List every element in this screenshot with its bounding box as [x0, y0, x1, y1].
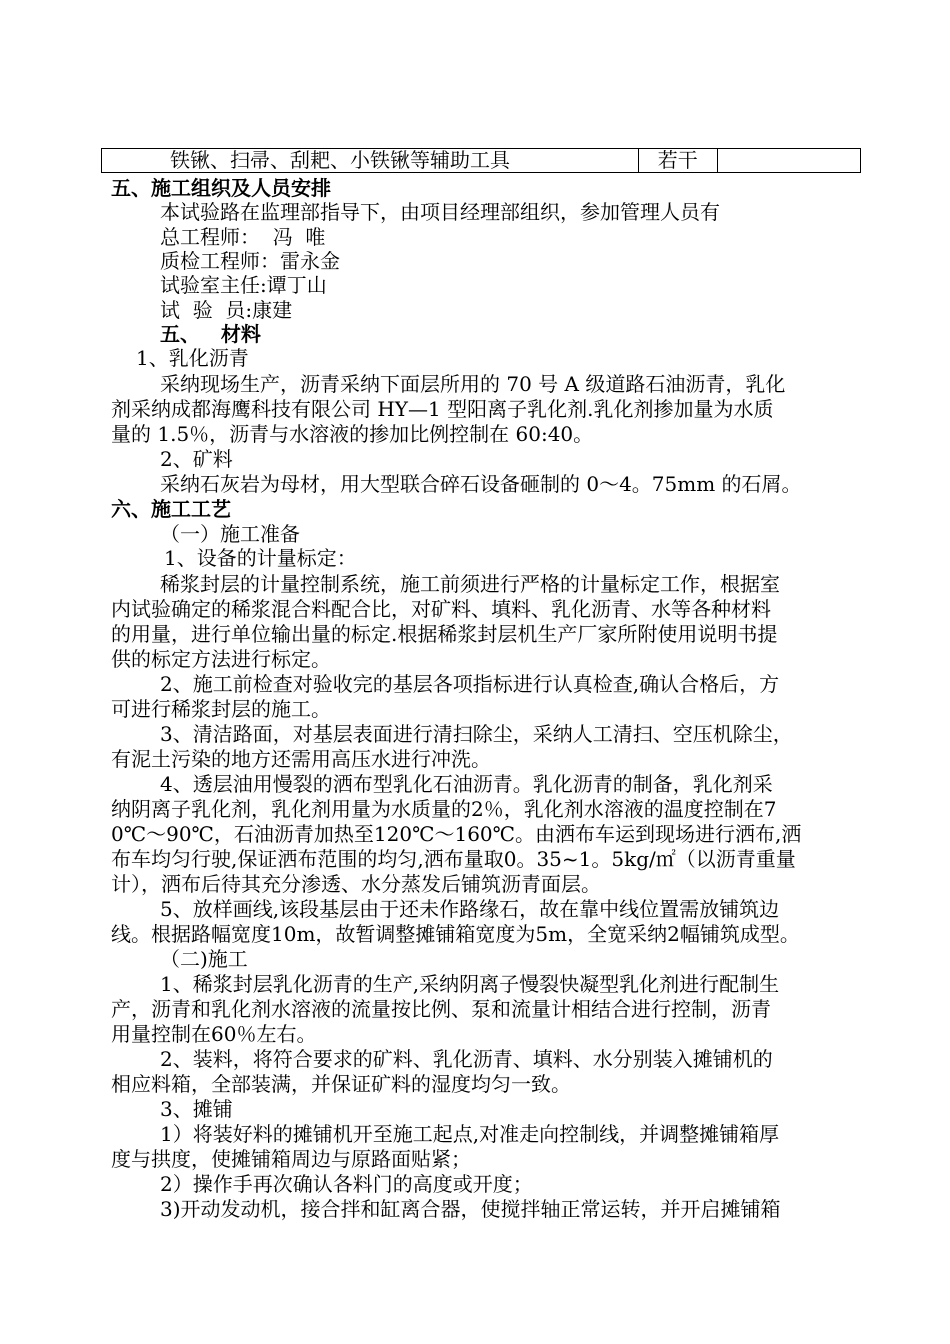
paragraph-line: 计），洒布后待其充分渗透、水分蒸发后铺筑沥青面层。: [111, 872, 601, 896]
table-row: [102, 149, 861, 173]
staff-line: 试 验 员:康建: [160, 298, 293, 322]
paragraph-line: 纳阴离子乳化剂，乳化剂用量为水质量的2％，乳化剂水溶液的温度控制在7: [111, 797, 777, 821]
subheading-preparation: （一）施工准备: [160, 522, 300, 546]
section-heading-process: 六、施工工艺: [111, 497, 231, 521]
paragraph-line: 的用量，进行单位输出量的标定.根据稀浆封层机生产厂家所附使用说明书提: [111, 622, 778, 646]
paragraph-line: 2、施工前检查对验收完的基层各项指标进行认真检查,确认合格后，方: [160, 672, 780, 696]
paragraph-line: 采纳石灰岩为母材，用大型联合碎石设备砸制的 0～4。75mm 的石屑。: [160, 472, 802, 496]
table-cell-note: [717, 149, 860, 173]
subheading-calibration: 1、设备的计量标定：: [164, 546, 357, 570]
paragraph-line: 2、装料，将符合要求的矿料、乳化沥青、填料、水分别装入摊铺机的: [160, 1047, 773, 1071]
paragraph-line: 2）操作手再次确认各料门的高度或开度；: [160, 1172, 533, 1196]
table-cell-quantity: 若干: [638, 149, 717, 173]
paragraph-line: 内试验确定的稀浆混合料配合比，对矿料、填料、乳化沥青、水等各种材料: [111, 597, 771, 621]
paragraph-line: 布车均匀行驶,保证洒布范围的均匀,洒布量取0。35~1。5kg/㎡（以沥青重量: [111, 847, 796, 871]
paragraph-line: 产，沥青和乳化剂水溶液的流量按比例、泵和流量计相结合进行控制，沥青: [111, 997, 771, 1021]
paragraph-line: 1、稀浆封层乳化沥青的生产,采纳阴离子慢裂快凝型乳化剂进行配制生: [160, 972, 780, 996]
paragraph-line: 3)开动发动机，接合拌和缸离合器，使搅拌轴正常运转，并开启摊铺箱: [160, 1197, 781, 1221]
paragraph-line: 0℃～90℃，石油沥青加热至120℃～160℃。由洒布车运到现场进行洒布,洒: [111, 822, 802, 846]
paragraph-line: 量的 1.5％，沥青与水溶液的掺加比例控制在 60:40。: [111, 422, 594, 446]
paragraph-line: 有泥土污染的地方还需用高压水进行冲洗。: [111, 747, 491, 771]
paragraph-line: 线。根据路幅宽度10m，故暂调整摊铺箱宽度为5m，全宽采纳2幅铺筑成型。: [111, 922, 800, 946]
subheading-emulsified-asphalt: 1、乳化沥青: [136, 346, 249, 370]
section-heading-materials: 五、 材料: [160, 322, 261, 346]
paragraph-line: 稀浆封层的计量控制系统，施工前须进行严格的计量标定工作，根据室: [160, 572, 780, 596]
subheading-aggregate: 2、矿料: [160, 447, 233, 471]
paragraph-line: 5、放样画线,该段基层由于还未作路缘石，故在靠中线位置需放铺筑边: [160, 897, 780, 921]
equipment-table: [101, 148, 861, 173]
paragraph-line: 采纳现场生产，沥青采纳下面层所用的 70 号 A 级道路石油沥青，乳化: [160, 372, 786, 396]
subheading-paving: 3、摊铺: [160, 1097, 233, 1121]
paragraph-line: 用量控制在60％左右。: [111, 1022, 317, 1046]
paragraph-line: 剂采纳成都海鹰科技有限公司 HY—1 型阳离子乳化剂.乳化剂掺加量为水质: [111, 397, 774, 421]
table-cell-item: 铁锹、扫帚、刮耙、小铁锹等辅助工具: [102, 149, 639, 173]
paragraph-line: 4、透层油用慢裂的洒布型乳化石油沥青。乳化沥青的制备，乳化剂采: [160, 772, 773, 796]
paragraph-line: 本试验路在监理部指导下，由项目经理部组织，参加管理人员有: [160, 200, 720, 224]
staff-line: 质检工程师：雷永金: [160, 249, 340, 273]
section-heading-organization: 五、施工组织及人员安排: [111, 176, 331, 200]
paragraph-line: 相应料箱，全部装满，并保证矿料的湿度均匀一致。: [111, 1072, 571, 1096]
staff-line: 总工程师： 冯 唯: [160, 225, 326, 249]
paragraph-line: 1）将装好料的摊铺机开至施工起点,对准走向控制线，并调整摊铺箱厚: [160, 1122, 780, 1146]
paragraph-line: 可进行稀浆封层的施工。: [111, 697, 331, 721]
paragraph-line: 3、清洁路面，对基层表面进行清扫除尘，采纳人工清扫、空压机除尘，: [160, 722, 793, 746]
subheading-construction: （二)施工: [160, 947, 248, 971]
paragraph-line: 供的标定方法进行标定。: [111, 647, 331, 671]
paragraph-line: 度与拱度，使摊铺箱周边与原路面贴紧；: [111, 1147, 471, 1171]
staff-line: 试验室主任:谭丁山: [160, 273, 327, 297]
